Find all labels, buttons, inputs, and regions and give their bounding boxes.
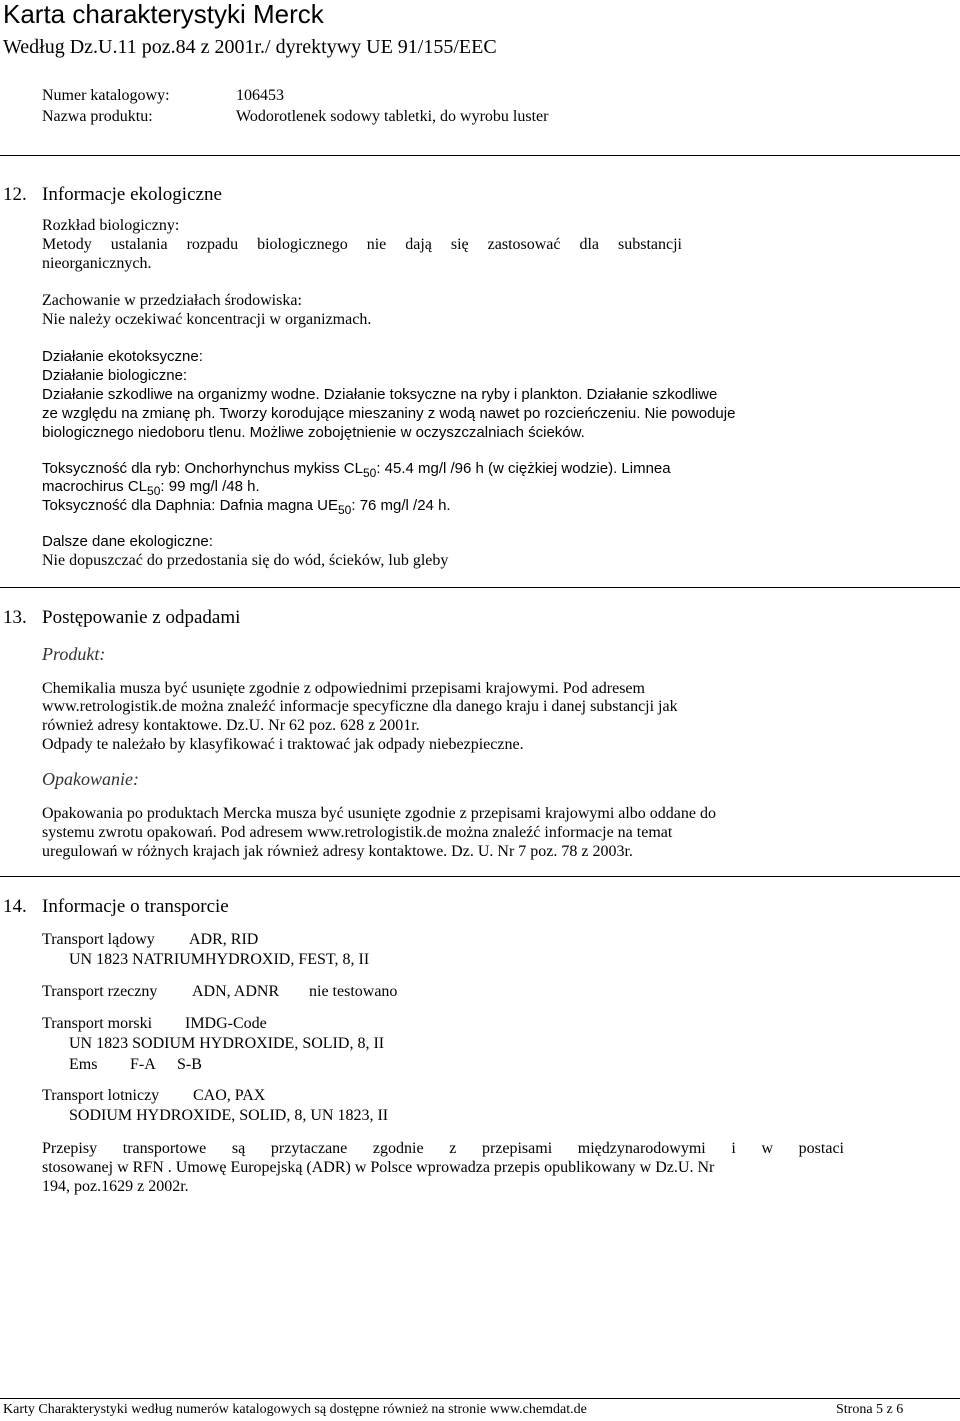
product-disposal-4: Odpady te należało by klasyfikować i traktować jak odpady niebezpieczne. [42,736,524,753]
sea-transport-row [42,1014,267,1033]
environment-label: Zachowanie w przedziałach środowiska: [42,292,302,309]
biological-label: Działanie biologiczne: [42,367,188,384]
catalog-number-value: 106453 [236,87,284,104]
footer-note: Karty Charakterystyki według numerów katalogowych są dostępne również na stronie www.chemdat.de [3,1402,587,1417]
ems-value-spill: S-B [177,1056,202,1073]
land-transport-value: ADR, RID [189,931,259,948]
river-transport-value: ADN, ADNR [192,983,280,1000]
product-disposal-2: www.retrologistik.de można znaleźć informacje specyficzne dla danego kraju i danej substancji jak [42,698,678,715]
land-transport-row [42,930,259,949]
product-disposal-3: również adresy kontaktowe. Dz.U. Nr 62 poz. 628 z 2001r. [42,717,420,734]
air-transport-detail: SODIUM HYDROXIDE, SOLID, 8, UN 1823, II [69,1107,389,1124]
daphnia-toxicity-text: Toksyczność dla Daphnia: Dafnia magna $UE_{50}$: 76 mg/l /24 h. [42,497,451,517]
header-divider [0,155,960,156]
further-eco-label: Dalsze dane ekologiczne: [42,533,213,550]
page-number: Strona 5 z 6 [836,1402,904,1417]
ecotoxic-label: Działanie ekotoksyczne: [42,348,203,365]
sea-transport-detail: UN 1823 SODIUM HYDROXIDE, SOLID, 8, II [69,1035,385,1052]
product-name-value: Wodorotlenek sodowy tabletki, do wyrobu luster [236,108,549,125]
ems-value-fire: F-A [130,1056,156,1073]
biological-text-3: biologicznego niedoboru tlenu. Możliwe zobojętnienie w oczyszczalniach ścieków. [42,424,585,441]
document-subtitle: Według Dz.U.11 poz.84 z 2001r./ dyrektywy UE 91/155/EEC [3,36,497,58]
document-title: Karta charakterystyki Merck [3,0,324,29]
air-transport-row [42,1086,266,1105]
section-12-heading [3,184,222,206]
river-transport-note: nie testowano [309,983,398,1000]
transport-regulations-2: stosowanej w RFN . Umowę Europejską (ADR) w Polsce wprowadza przepis opublikowany w Dz.U. Nr [42,1159,715,1176]
air-transport-value: CAO, PAX [193,1087,266,1104]
biodegradation-text: Metody ustalania rozpadu biologicznego nie dają się zastosować dla substancji [42,236,682,253]
ems-row [69,1055,202,1074]
fish-toxicity-text: Toksyczność dla ryb: Onchorhynchus mykiss $CL_{50}$: 45.4 mg/l /96 h (w ciężkiej wodzie). Limnea [42,460,671,480]
section-13-heading [3,607,240,629]
catalog-number-label: Numer katalogowy: [42,87,170,104]
section-14-title: Informacje o transporcie [42,896,229,917]
sea-transport-label: Transport morski [42,1015,153,1032]
transport-regulations-1: Przepisy transportowe są przytaczane zgodnie z przepisami międzynarodowymi i w postaci [42,1140,844,1157]
environment-text: Nie należy oczekiwać koncentracji w organizmach. [42,311,372,328]
packaging-disposal-3: uregulowań w różnych krajach jak również adresy kontaktowe. Dz. U. Nr 7 poz. 78 z 2003r. [42,843,633,860]
product-subheading: Produkt: [42,644,106,664]
fish-toxicity-text-cont: macrochirus $CL_{50}$: 99 mg/l /48 h. [42,478,260,498]
river-transport-row [42,982,398,1001]
section-12-number: 12. [3,184,27,205]
sea-transport-value: IMDG-Code [185,1015,267,1032]
section-13-number: 13. [3,607,27,628]
biodegradation-text-cont: nieorganicznych. [42,255,152,272]
packaging-disposal-1: Opakowania po produktach Mercka musza być usunięte zgodnie z przepisami krajowymi albo oddane do [42,805,717,822]
river-transport-label: Transport rzeczny [42,983,158,1000]
transport-regulations-3: 194, poz.1629 z 2002r. [42,1178,189,1195]
section-13-title: Postępowanie z odpadami [42,607,241,628]
packaging-subheading: Opakowanie: [42,769,139,789]
further-eco-text: Nie dopuszczać do przedostania się do wód, ścieków, lub gleby [42,552,449,569]
packaging-disposal-2: systemu zwrotu opakowań. Pod adresem www.retrologistik.de można znaleźć informacje na temat [42,824,673,841]
biodegradation-label: Rozkład biologiczny: [42,217,180,234]
section-12-divider [0,587,960,588]
section-12-title: Informacje ekologiczne [42,184,222,205]
biological-text-1: Działanie szkodliwe na organizmy wodne. Działanie toksyczne na ryby i plankton. Działanie szkodliwe [42,386,718,403]
biological-text-2: ze względu na zmianę ph. Tworzy korodujące mieszaniny z wodą nawet po rozcieńczeniu. Nie powoduje [42,405,736,422]
land-transport-detail: UN 1823 NATRIUMHYDROXID, FEST, 8, II [69,951,370,968]
land-transport-label: Transport lądowy [42,931,155,948]
product-disposal-1: Chemikalia musza być usunięte zgodnie z odpowiednimi przepisami krajowymi. Pod adresem [42,680,645,697]
air-transport-label: Transport lotniczy [42,1087,160,1104]
footer-divider [0,1398,960,1399]
section-14-number: 14. [3,896,27,917]
ems-label: Ems [69,1056,98,1073]
section-14-heading [3,896,229,918]
section-13-divider [0,876,960,877]
product-name-label: Nazwa produktu: [42,108,153,125]
